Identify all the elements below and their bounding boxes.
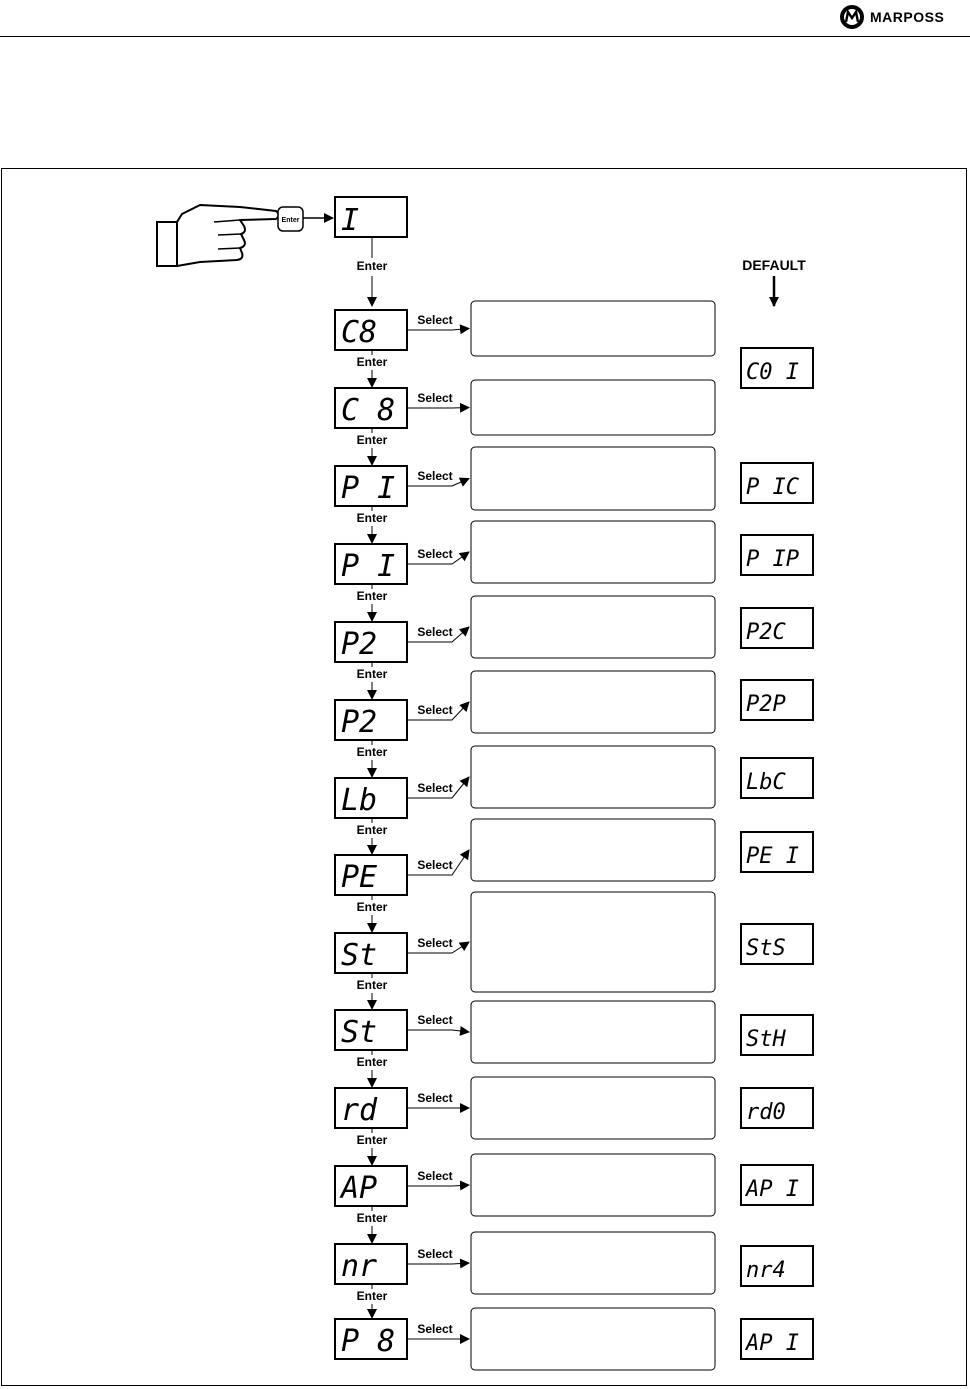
description-box bbox=[471, 892, 715, 992]
menu-display bbox=[335, 1166, 407, 1206]
enter-key bbox=[278, 207, 303, 231]
default-display-text: nr4 bbox=[746, 1258, 786, 1283]
select-label: Select bbox=[417, 1013, 453, 1027]
menu-display-text: St bbox=[341, 1015, 378, 1050]
default-display-text: PE I bbox=[746, 844, 799, 869]
select-label: Select bbox=[417, 1247, 453, 1261]
description-box bbox=[471, 1001, 715, 1063]
description-box bbox=[471, 746, 715, 808]
enter-label: Enter bbox=[356, 900, 388, 914]
menu-display-text: nr bbox=[341, 1249, 378, 1284]
pointing-hand-icon bbox=[157, 205, 279, 266]
enter-label: Enter bbox=[356, 978, 388, 992]
enter-label: Enter bbox=[356, 1055, 388, 1069]
default-display bbox=[741, 680, 813, 720]
select-label: Select bbox=[417, 1091, 453, 1105]
menu-display-text: rd bbox=[341, 1093, 378, 1128]
description-box bbox=[471, 1308, 715, 1370]
default-display bbox=[741, 1319, 813, 1359]
menu-display bbox=[335, 700, 407, 740]
enter-label: Enter bbox=[356, 667, 388, 681]
menu-display-text: P I bbox=[341, 549, 396, 584]
menu-row bbox=[335, 1154, 813, 1243]
menu-display bbox=[335, 544, 407, 584]
menu-display-text: P 8 bbox=[341, 1324, 396, 1359]
menu-display-text: St bbox=[341, 938, 378, 973]
select-arrow bbox=[407, 1185, 469, 1186]
default-display bbox=[741, 832, 813, 872]
menu-row bbox=[335, 1001, 813, 1087]
menu-row bbox=[335, 301, 813, 388]
enter-label: Enter bbox=[356, 433, 388, 447]
top-display bbox=[335, 197, 407, 238]
menu-row bbox=[335, 892, 813, 1009]
default-label: DEFAULT bbox=[742, 257, 806, 273]
default-display-text: P2C bbox=[746, 620, 786, 645]
menu-row bbox=[335, 1077, 813, 1165]
menu-display-text: Lb bbox=[341, 783, 378, 818]
default-display bbox=[741, 608, 813, 648]
description-box bbox=[471, 596, 715, 658]
default-display bbox=[741, 1015, 813, 1055]
menu-display bbox=[335, 310, 407, 350]
enter-label: Enter bbox=[356, 745, 388, 759]
description-box bbox=[471, 819, 715, 881]
default-display-text: rd0 bbox=[746, 1100, 786, 1125]
select-label: Select bbox=[417, 936, 453, 950]
menu-display bbox=[335, 1319, 407, 1359]
select-label: Select bbox=[417, 625, 453, 639]
menu-display-text: PE bbox=[341, 860, 378, 895]
select-label: Select bbox=[417, 547, 453, 561]
menu-display bbox=[335, 1244, 407, 1284]
description-box bbox=[471, 447, 715, 510]
select-arrow bbox=[407, 1030, 469, 1032]
enter-label: Enter bbox=[356, 589, 388, 603]
description-box bbox=[471, 1232, 715, 1294]
menu-display-text: AP bbox=[341, 1171, 378, 1206]
default-display-text: P IC bbox=[746, 475, 799, 500]
enter-label: Enter bbox=[356, 355, 388, 369]
default-display-text: P IP bbox=[746, 547, 799, 572]
description-box bbox=[471, 1154, 715, 1216]
select-label: Select bbox=[417, 1322, 453, 1336]
description-box bbox=[471, 380, 715, 435]
default-display bbox=[741, 758, 813, 798]
select-label: Select bbox=[417, 703, 453, 717]
description-box bbox=[471, 1077, 715, 1139]
select-label: Select bbox=[417, 781, 453, 795]
select-arrow bbox=[407, 408, 469, 409]
menu-display bbox=[335, 1088, 407, 1128]
menu-display-text: C 8 bbox=[341, 393, 396, 428]
menu-row bbox=[335, 1232, 813, 1318]
default-display bbox=[741, 348, 813, 388]
menu-display-text: P I bbox=[341, 471, 396, 506]
menu-display bbox=[335, 855, 407, 895]
default-display bbox=[741, 535, 813, 575]
brand-name: MARPOSS bbox=[870, 9, 945, 25]
description-box bbox=[471, 301, 715, 356]
enter-label: Enter bbox=[356, 1289, 388, 1303]
default-display-text: LbC bbox=[746, 770, 786, 795]
menu-display bbox=[335, 1010, 407, 1050]
menu-display bbox=[335, 933, 407, 973]
menu-display-text: P2 bbox=[341, 705, 378, 740]
default-display-text: StH bbox=[746, 1027, 786, 1052]
menu-display-text: C8 bbox=[341, 315, 378, 350]
menu-display bbox=[335, 622, 407, 662]
select-label: Select bbox=[417, 858, 453, 872]
enter-label: Enter bbox=[356, 823, 388, 837]
select-arrow bbox=[407, 1263, 469, 1264]
select-label: Select bbox=[417, 391, 453, 405]
default-display bbox=[741, 463, 813, 503]
menu-display bbox=[335, 388, 407, 428]
default-display-text: StS bbox=[746, 936, 786, 961]
select-label: Select bbox=[417, 1169, 453, 1183]
select-label: Select bbox=[417, 469, 453, 483]
description-box bbox=[471, 521, 715, 583]
default-display-text: C0 I bbox=[746, 360, 799, 385]
default-display-text: P2P bbox=[746, 692, 786, 717]
default-display-text: AP I bbox=[746, 1331, 799, 1356]
svg-text:I: I bbox=[341, 203, 360, 238]
default-display bbox=[741, 1246, 813, 1286]
enter-label: Enter bbox=[356, 511, 388, 525]
menu-display bbox=[335, 466, 407, 506]
enter-label: Enter bbox=[356, 1211, 388, 1225]
default-display-text: AP I bbox=[746, 1177, 799, 1202]
menu-display-text: P2 bbox=[341, 627, 378, 662]
menu-display bbox=[335, 778, 407, 818]
menu-rows bbox=[335, 301, 813, 1370]
default-display bbox=[741, 1165, 813, 1205]
enter-label: Enter bbox=[356, 1133, 388, 1147]
default-display bbox=[741, 1088, 813, 1128]
top-enter-label: Enter bbox=[356, 259, 388, 273]
svg-text:Enter: Enter bbox=[281, 217, 300, 224]
default-display bbox=[741, 924, 813, 964]
select-label: Select bbox=[417, 313, 453, 327]
description-box bbox=[471, 671, 715, 733]
menu-row bbox=[335, 1308, 813, 1370]
select-arrow bbox=[407, 329, 469, 331]
